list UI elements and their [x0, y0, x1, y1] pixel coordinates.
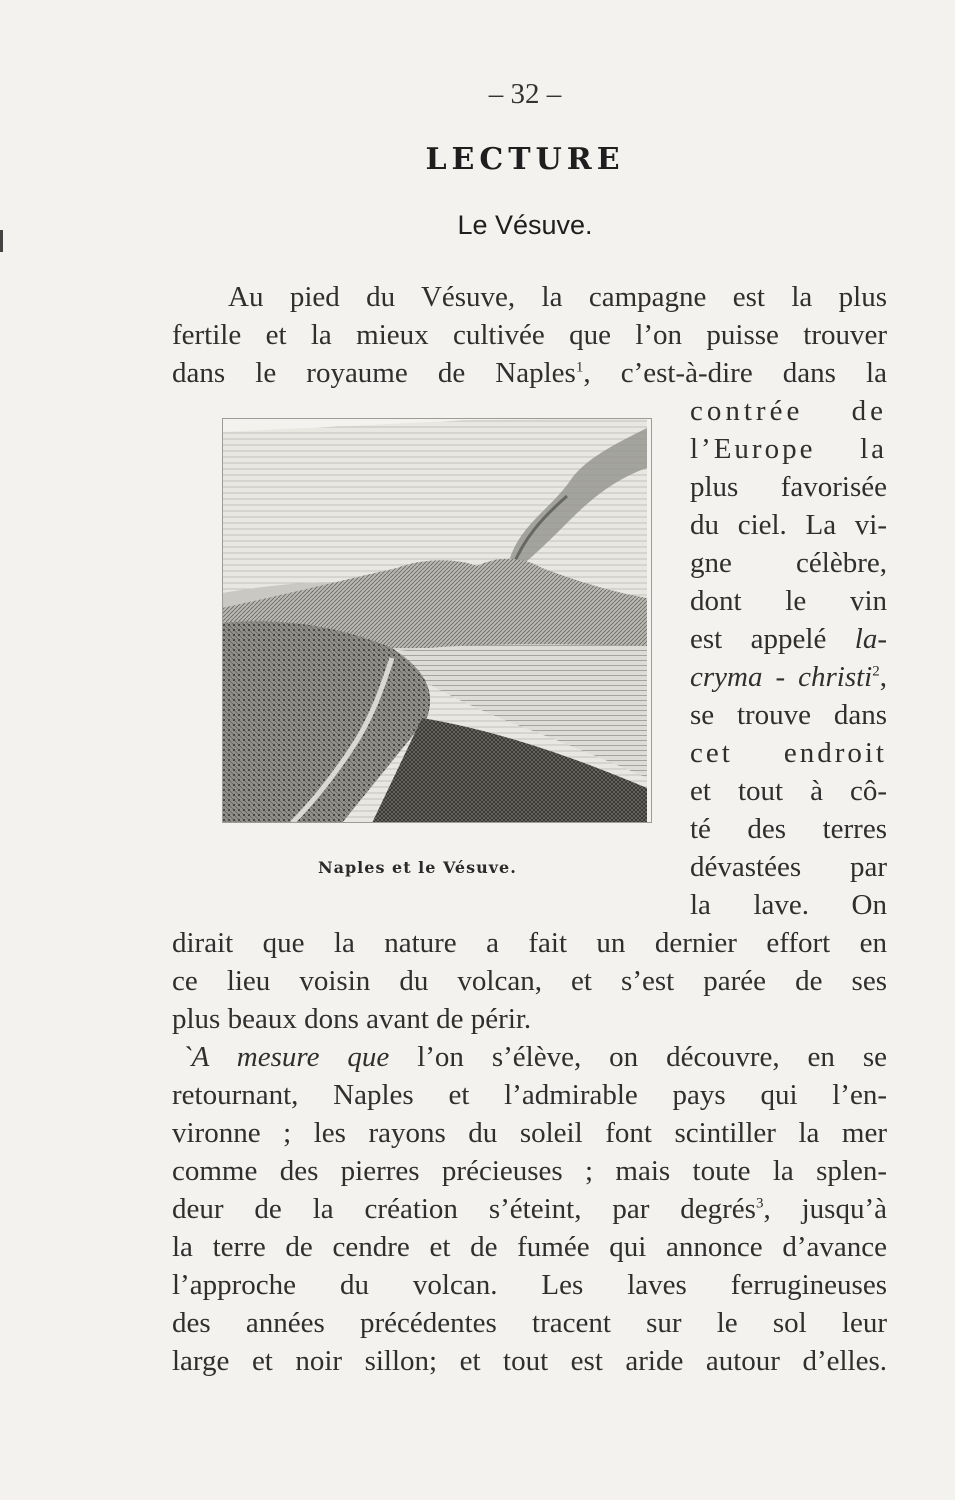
- text-segment: dans le royaume de Naples: [172, 357, 576, 389]
- text-segment: , c’est-à-dire dans la: [583, 357, 887, 389]
- italic-term: la-: [854, 623, 887, 655]
- text-line: l’approche du volcan. Les laves ferrugineuses: [172, 1269, 887, 1301]
- text-line: des années précédentes tracent sur le sol leur: [172, 1307, 887, 1339]
- text-line: se trouve dans: [690, 699, 887, 731]
- text-segment: ,: [879, 661, 887, 693]
- text-line: large et noir sillon; et tout est aride autour d’elles.: [172, 1345, 887, 1377]
- footnote-mark: 3: [755, 1195, 764, 1212]
- footnote-mark: 1: [575, 359, 584, 376]
- text-line: gne célèbre,: [690, 547, 887, 579]
- vesuvius-illustration: [222, 418, 652, 823]
- text-line: [172, 354, 887, 392]
- text-line: contrée de: [690, 395, 887, 427]
- text-line: vironne ; les rayons du soleil font scintiller la mer: [172, 1117, 887, 1149]
- italic-term: `A mesure que: [182, 1041, 390, 1073]
- text-line: té des terres: [690, 813, 887, 845]
- text-line: et tout à cô-: [690, 775, 887, 807]
- text-line: [172, 1190, 887, 1228]
- text-line: dirait que la nature a fait un dernier effort en: [172, 927, 887, 959]
- text-line: la terre de cendre et de fumée qui annonce d’avance: [172, 1231, 887, 1263]
- page-number: – 32 –: [488, 78, 562, 110]
- text-segment: deur de la création s’éteint, par degrés: [172, 1193, 756, 1225]
- lesson-title: Le Vésuve.: [457, 210, 593, 240]
- italic-term: cryma - christi: [690, 661, 873, 693]
- text-line: dont le vin: [690, 585, 887, 617]
- figure-caption: Naples et le Vésuve.: [318, 858, 517, 877]
- text-line: plus favorisée: [690, 471, 887, 503]
- text-line: l’Europe la: [690, 433, 887, 465]
- text-line: [690, 658, 887, 696]
- text-line: [690, 620, 887, 658]
- text-segment: l’on s’élève, on découvre, en se: [389, 1041, 887, 1073]
- text-line: la lave. On: [690, 889, 887, 921]
- text-line: comme des pierres précieuses ; mais toute la splen-: [172, 1155, 887, 1187]
- text-line: ce lieu voisin du volcan, et s’est parée de ses: [172, 965, 887, 997]
- footnote-mark: 2: [872, 663, 880, 680]
- text-line: [172, 1038, 887, 1076]
- text-line: Au pied du Vésuve, la campagne est la plus: [228, 281, 887, 313]
- text-line: dévastées par: [690, 851, 887, 883]
- text-line: fertile et la mieux cultivée que l’on puisse trouver: [172, 319, 887, 351]
- text-line: du ciel. La vi-: [690, 509, 887, 541]
- section-heading: LECTURE: [425, 142, 625, 177]
- text-segment: , jusqu’à: [763, 1193, 887, 1225]
- text-line: cet endroit: [690, 737, 887, 769]
- text-line: plus beaux dons avant de périr.: [172, 1003, 532, 1035]
- text-segment: est appelé: [690, 623, 855, 655]
- text-line: retournant, Naples et l’admirable pays qui l’en-: [172, 1079, 887, 1111]
